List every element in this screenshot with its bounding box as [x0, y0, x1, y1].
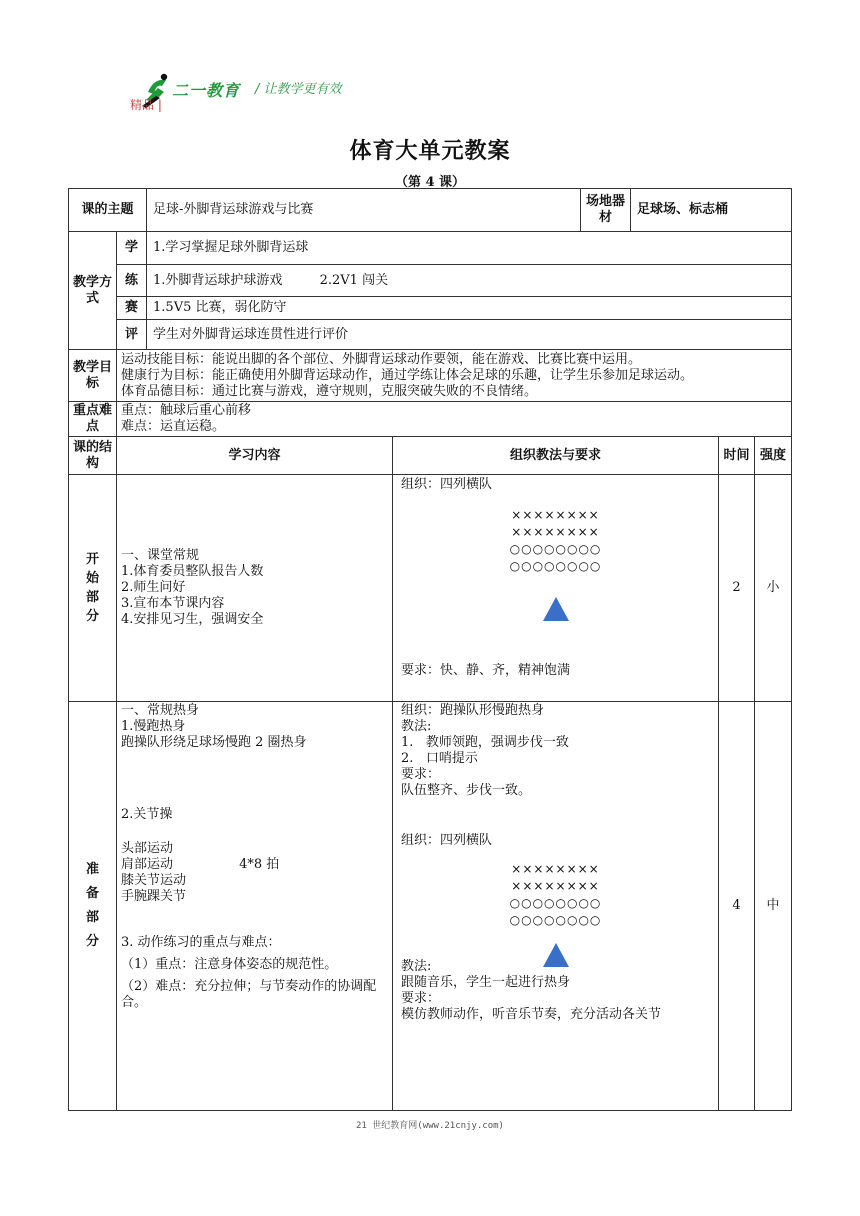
- key-point: 重点：触球后重心前移: [121, 403, 252, 418]
- mode-key: 练: [117, 265, 147, 297]
- col-content: 学习内容: [117, 437, 393, 475]
- col-method: 组织教法与要求: [393, 437, 719, 475]
- mode-value: 1.外脚背运球护球游戏 2.2V1 闯关: [147, 265, 792, 297]
- content-line: 膝关节运动: [121, 873, 187, 888]
- content-line: 头部运动: [121, 841, 174, 856]
- method-line: 组织：跑操队形慢跑热身: [401, 703, 545, 718]
- requirement-text: 要求：快、静、齐，精神饱满: [401, 663, 571, 678]
- content-line: （2）难点：充分拉伸；与节奏动作的协调配合。: [121, 979, 377, 1010]
- formation-row: ××××××××: [511, 879, 600, 893]
- keypoints-content: [117, 402, 792, 437]
- content-line: 2.师生问好: [121, 580, 186, 595]
- content-line: 4.安排见习生，强调安全: [121, 612, 264, 627]
- teacher-triangle-icon: [543, 597, 569, 621]
- mode-value: 学生对外脚背运球连贯性进行评价: [147, 320, 792, 350]
- section-start-name: 开始部分: [69, 475, 117, 702]
- formation-row: ××××××××: [511, 525, 600, 539]
- mode-value: 1.5V5 比赛，弱化防守: [147, 297, 792, 320]
- content-line: 肩部运动 4*8 拍: [121, 857, 280, 872]
- mode-key: 学: [117, 232, 147, 265]
- section-start-method: [393, 475, 719, 702]
- section-start-intensity: 小: [755, 475, 792, 702]
- col-intensity: 强度: [755, 437, 792, 475]
- col-time: 时间: [719, 437, 755, 475]
- method-line: 2. 口哨提示: [401, 751, 478, 766]
- goal-health: 健康行为目标：能正确使用外脚背运球动作，通过学练让体会足球的乐趣，让学生乐参加足球运动。: [121, 367, 694, 383]
- method-line: 教法:: [401, 719, 432, 734]
- method-line: 教法:: [401, 959, 432, 974]
- section-prep-time: 4: [719, 702, 755, 1111]
- content-line: 2.关节操: [121, 807, 173, 822]
- method-line: 要求：: [401, 991, 441, 1006]
- formation-row: ○○○○○○○○: [509, 896, 602, 910]
- content-line: 1.慢跑热身: [121, 719, 186, 734]
- section-prep-intensity: 中: [755, 702, 792, 1111]
- venue-value: 足球场、标志桶: [631, 189, 792, 232]
- theme-value: 足球-外脚背运球游戏与比赛: [147, 189, 581, 232]
- organization-text: 组织：四列横队: [401, 477, 493, 492]
- logo-slogan: / 让教学更有效: [255, 82, 342, 97]
- section-prep-name: 准备部分: [69, 702, 117, 1111]
- mode-row-evaluate: [69, 320, 792, 350]
- columns-header-row: [69, 437, 792, 475]
- section-prep-content: [117, 702, 393, 1111]
- mode-value: 1.学习掌握足球外脚背运球: [147, 232, 792, 265]
- content-line: 1.体育委员整队报告人数: [121, 564, 264, 579]
- theme-row: [69, 189, 792, 232]
- content-line: 3. 动作练习的重点与难点：: [121, 935, 281, 950]
- formation-grid: [401, 507, 710, 575]
- mode-row-learn: [69, 232, 792, 265]
- method-line: 模仿教师动作，听音乐节奏，充分活动各关节: [401, 1007, 662, 1022]
- method-line: 队伍整齐、步伐一致。: [401, 783, 532, 798]
- formation-grid: [401, 861, 710, 929]
- content-line: 跑操队形绕足球场慢跑 2 圈热身: [121, 735, 307, 750]
- formation-row: ○○○○○○○○: [509, 913, 602, 927]
- formation-row: ××××××××: [511, 862, 600, 876]
- difficulty: 难点：运直运稳。: [121, 419, 226, 434]
- goals-row: [69, 350, 792, 402]
- method-line: 要求：: [401, 767, 441, 782]
- formation-row: ○○○○○○○○: [509, 559, 602, 573]
- section-prep-method: [393, 702, 719, 1111]
- organization-text: 组织：四列横队: [401, 833, 493, 848]
- content-line: 一、常规热身: [121, 703, 200, 718]
- section-prep-row: [69, 702, 792, 1111]
- venue-label: 场地器材: [581, 189, 631, 232]
- content-line: 3.宣布本节课内容: [121, 596, 225, 611]
- formation-row: ××××××××: [511, 508, 600, 522]
- goals-label: 教学目标: [69, 350, 117, 402]
- section-start-time: 2: [719, 475, 755, 702]
- section-start-row: [69, 475, 792, 702]
- keypoints-label: 重点难点: [69, 402, 117, 437]
- teaching-mode-label: 教学方式: [69, 232, 117, 350]
- method-line: 跟随音乐，学生一起进行热身: [401, 975, 571, 990]
- keypoints-row: [69, 402, 792, 437]
- logo-name: 二一教育: [172, 81, 241, 100]
- page-title: 体育大单元教案: [349, 138, 511, 164]
- mode-key: 赛: [117, 297, 147, 320]
- content-line: （1）重点：注意身体姿态的规范性。: [121, 957, 338, 972]
- lesson-plan-table: [68, 188, 792, 1111]
- content-line: 手腕踝关节: [121, 889, 187, 904]
- method-line: 1. 教师领跑，强调步伐一致: [401, 735, 569, 750]
- col-structure: 课的结构: [69, 437, 117, 475]
- goals-content: [117, 350, 792, 402]
- logo-tag: 精品 |: [130, 98, 162, 112]
- page-footer: 21 世纪教育网(www.21cnjy.com): [356, 1121, 504, 1131]
- formation-row: ○○○○○○○○: [509, 542, 602, 556]
- goal-skill: 运动技能目标：能说出脚的各个部位、外脚背运球动作要领，能在游戏、比赛比赛中运用。: [121, 351, 642, 367]
- mode-row-match: [69, 297, 792, 320]
- mode-row-practice: [69, 265, 792, 297]
- goal-ethics: 体育品德目标：通过比赛与游戏，遵守规则，克服突破失败的不良情绪。: [121, 383, 538, 399]
- lesson-number: （第 4 课）: [394, 175, 466, 190]
- theme-label: 课的主题: [69, 189, 147, 232]
- content-line: 一、课堂常规: [121, 548, 200, 563]
- section-start-content: [117, 475, 393, 702]
- mode-key: 评: [117, 320, 147, 350]
